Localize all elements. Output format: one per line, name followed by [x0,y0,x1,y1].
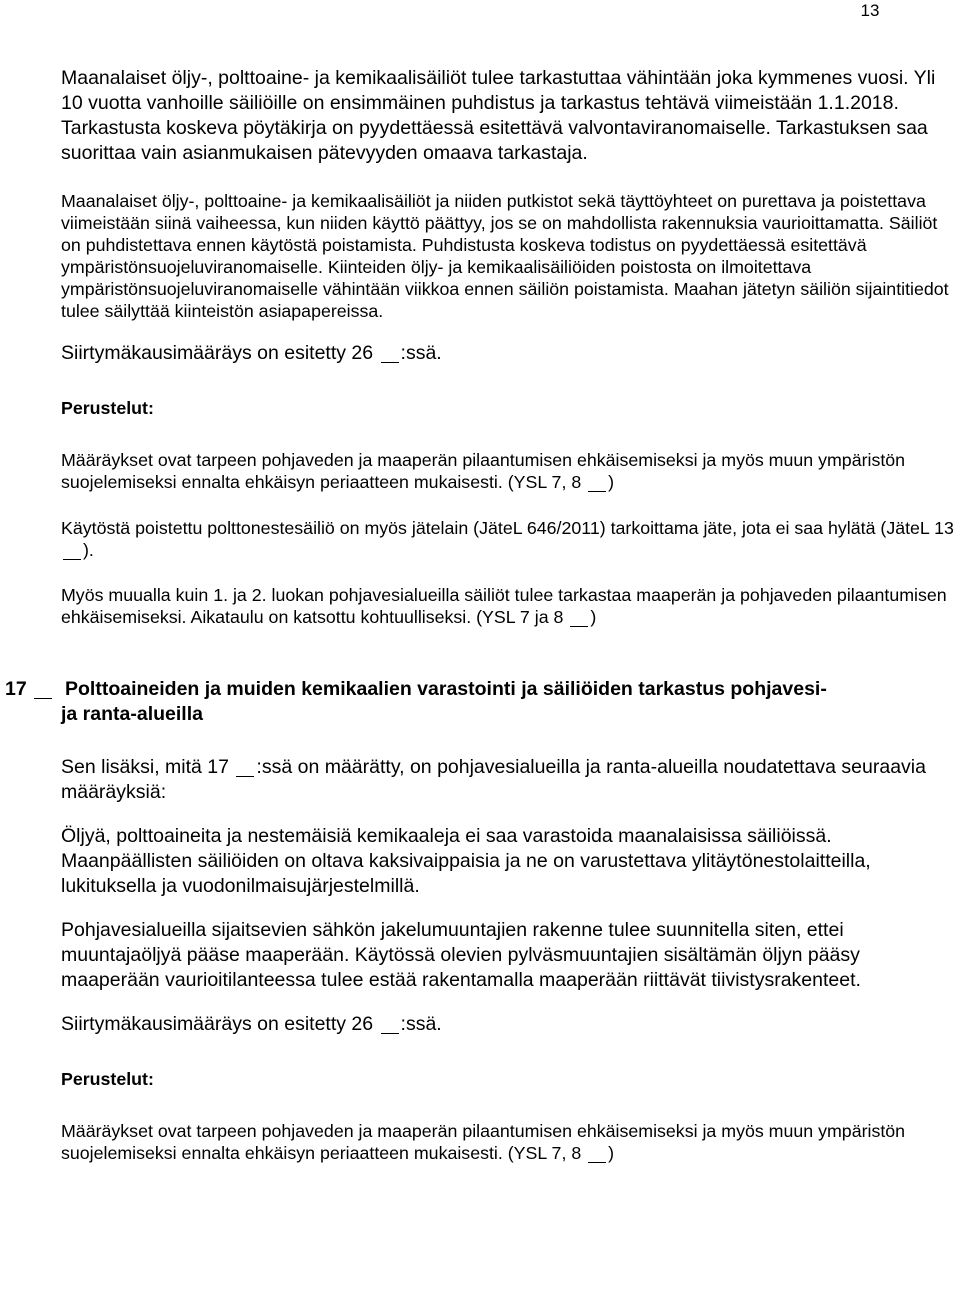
intro-text: Sen lisäksi, mitä 17 [61,756,229,778]
other-areas-paragraph [61,584,956,628]
transition-text: Siirtymäkausimääräys on esitetty 26 [61,342,374,364]
transition-suffix: :ssä. [400,342,442,364]
transition-note-2 [61,1012,956,1037]
section-sign-blank [588,473,606,492]
paragraph-inspection: Maanalaiset öljy-, polttoaine- ja kemikaalisäiliöt tulee tarkastuttaa vähintään joka kymmenes vuosi. Yli 10 vuotta vanhoille säiliöille on ensimmäinen puhdistus ja tarkastus tehtävä viimeistään 1.1.2018. Tarkastusta koskeva pöytäkirja on pyydettäessä esitettävä valvontaviranomaiselle. Tarkastuksen saa suorittaa vain asianmukaisen pätevyyden omaava tarkastaja. [61,67,936,164]
document-body [5,66,956,1164]
justification-text: Määräykset ovat tarpeen pohjaveden ja maaperän pilaantumisen ehkäisemiseksi ja myös muun ympäristön suojelemiseksi ennalta ehkäisyn periaatteen mukaisesti. (YSL 7, 8 [61,450,906,492]
justification-end: ) [608,472,615,492]
section-title-line1: Polttoaineiden ja muiden kemikaalien varastointi ja säiliöiden tarkastus pohjavesi- [65,678,827,700]
other-areas-text: Myös muualla kuin 1. ja 2. luokan pohjavesialueilla säiliöt tulee tarkastaa maaperän ja pohjaveden pilaantumisen ehkäisemiseksi. Aikataulu on katsottu kohtuulliseksi. (YSL 7 ja 8 [61,585,947,627]
section-sign-blank [588,1144,606,1163]
waste-law-text: Käytöstä poistettu polttonestesäiliö on myös jätelain (JäteL 646/2011) tarkoittama jäte, jota ei saa hylätä (JäteL 13 [61,518,954,538]
transition-text-2: Siirtymäkausimääräys on esitetty 26 [61,1013,374,1035]
paragraph-removal: Maanalaiset öljy-, polttoaine- ja kemikaalisäiliöt ja niiden putkistot sekä täyttöyhteet on purettava ja poistettava viimeistään siinä vaiheessa, kun niiden käyttö päättyy, jos se on mahdollista rakennuksia vaurioittamatta. Säiliöt on puhdistettava ennen käytöstä poistamista. Puhdistusta koskeva todistus on pyydettäessä esitettävä ympäristönsuojeluviranomaiselle. Kiinteiden öljy- ja kemikaalisäiliöiden poistosta on ilmoitettava ympäristönsuojeluviranomaiselle vähintään viikkoa ennen säiliön poistamista. Maahan jätetyn säiliön sijaintitiedot tulee säilyttää kiinteistön asiapapereissa. [61,191,949,321]
waste-law-paragraph [61,517,956,561]
rule-paragraph-transformers: Pohjavesialueilla sijaitsevien sähkön jakelumuuntajien rakenne tulee suunnitella siten, ettei muuntajaöljyä pääse maaperään. Käytössä olevien pylväsmuuntajien sisältämän öljyn pääsy maaperään vaurioitilanteessa tulee estää rakentamalla maaperään riittävät tiivistysrakenteet. [61,919,861,991]
perustelut-label-2: Perustelut: [61,1069,154,1089]
perustelut-label: Perustelut: [61,398,154,418]
other-areas-end: ) [590,607,597,627]
section-sign-blank [570,608,588,627]
page-number: 13 [860,1,880,20]
intro-suffix: :ssä on määrätty, on pohjavesialueilla ja ranta-alueilla noudatettava seuraavia määräyksiä: [61,756,926,803]
justification-text-2: Määräykset ovat tarpeen pohjaveden ja maaperän pilaantumisen ehkäisemiseksi ja myös muun ympäristön suojelemiseksi ennalta ehkäisyn periaatteen mukaisesti. (YSL 7, 8 [61,1121,906,1163]
justification-end-2: ) [608,1143,615,1163]
section-title-line2: ja ranta-alueilla [61,703,203,725]
transition-suffix-2: :ssä. [400,1013,442,1035]
section-sign-blank [381,343,399,364]
rule-paragraph-storage: Öljyä, polttoaineita ja nestemäisiä kemikaaleja ei saa varastoida maanalaisissa säiliöissä. Maanpäällisten säiliöiden on oltava kaksivaippaisia ja ne on varustettava ylitäytönestolaitteilla, lukituksella ja vuodonilmaisujärjestelmillä. [61,825,871,897]
section-sign-blank [34,679,52,700]
section-sign-blank [381,1014,399,1035]
justification-paragraph-2 [61,1120,956,1164]
section-sign-blank [63,541,81,560]
section-heading [5,677,956,727]
section-number: 17 [5,677,65,702]
section-sign-blank [236,757,254,778]
intro-paragraph [61,755,956,805]
justification-paragraph [61,449,956,493]
waste-law-end: ). [83,540,94,560]
transition-note [61,341,956,366]
